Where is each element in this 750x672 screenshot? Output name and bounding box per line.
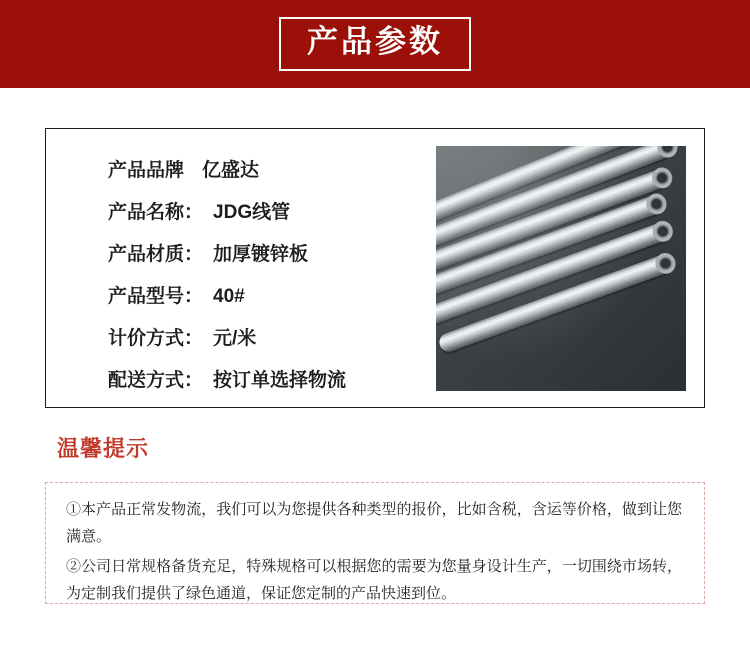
tips-heading: 温馨提示 xyxy=(57,436,150,461)
tip-item: ①本产品正常发物流，我们可以为您提供各种类型的报价，比如含税，含运等价格，做到让您满意。 xyxy=(66,501,682,545)
page-title: 产品参数 xyxy=(307,24,443,60)
product-spec-card xyxy=(45,128,705,408)
spec-separator: ： xyxy=(184,244,204,265)
spec-label-model: 产品型号 xyxy=(108,286,185,307)
tip-item: ②公司日常规格备货充足，特殊规格可以根据您的需要为您量身设计生产，一切围绕市场转，为定制我们提供了绿色通道，保证您定制的产品快速到位。 xyxy=(66,558,682,603)
tips-box xyxy=(45,482,705,604)
spec-row xyxy=(108,281,436,308)
spec-label-brand: 产品品牌 xyxy=(108,160,185,181)
spec-value-pricing: 元/米 xyxy=(213,328,257,349)
spec-row xyxy=(108,239,436,266)
spec-label-name: 产品名称 xyxy=(108,202,185,223)
spec-value-delivery: 按订单选择物流 xyxy=(213,370,347,391)
spec-label-delivery: 配送方式 xyxy=(108,370,185,391)
spec-separator: ： xyxy=(184,286,204,307)
product-spec-list xyxy=(46,129,436,407)
spec-value-name: JDG线管 xyxy=(213,202,291,223)
banner-frame xyxy=(279,17,471,70)
spec-separator: ： xyxy=(184,202,204,223)
spec-row xyxy=(108,197,436,224)
spec-row xyxy=(108,365,436,392)
spec-value-material: 加厚镀锌板 xyxy=(213,244,309,265)
spec-label-material: 产品材质 xyxy=(108,244,185,265)
spec-separator: ： xyxy=(184,370,204,391)
product-photo xyxy=(436,146,686,391)
page-header-banner xyxy=(0,0,750,88)
spec-value-brand: 亿盛达 xyxy=(202,160,260,181)
spec-label-pricing: 计价方式 xyxy=(108,328,185,349)
spec-row xyxy=(108,323,436,350)
spec-row xyxy=(108,155,436,182)
spec-value-model: 40# xyxy=(213,286,245,307)
spec-separator: ： xyxy=(184,328,204,349)
